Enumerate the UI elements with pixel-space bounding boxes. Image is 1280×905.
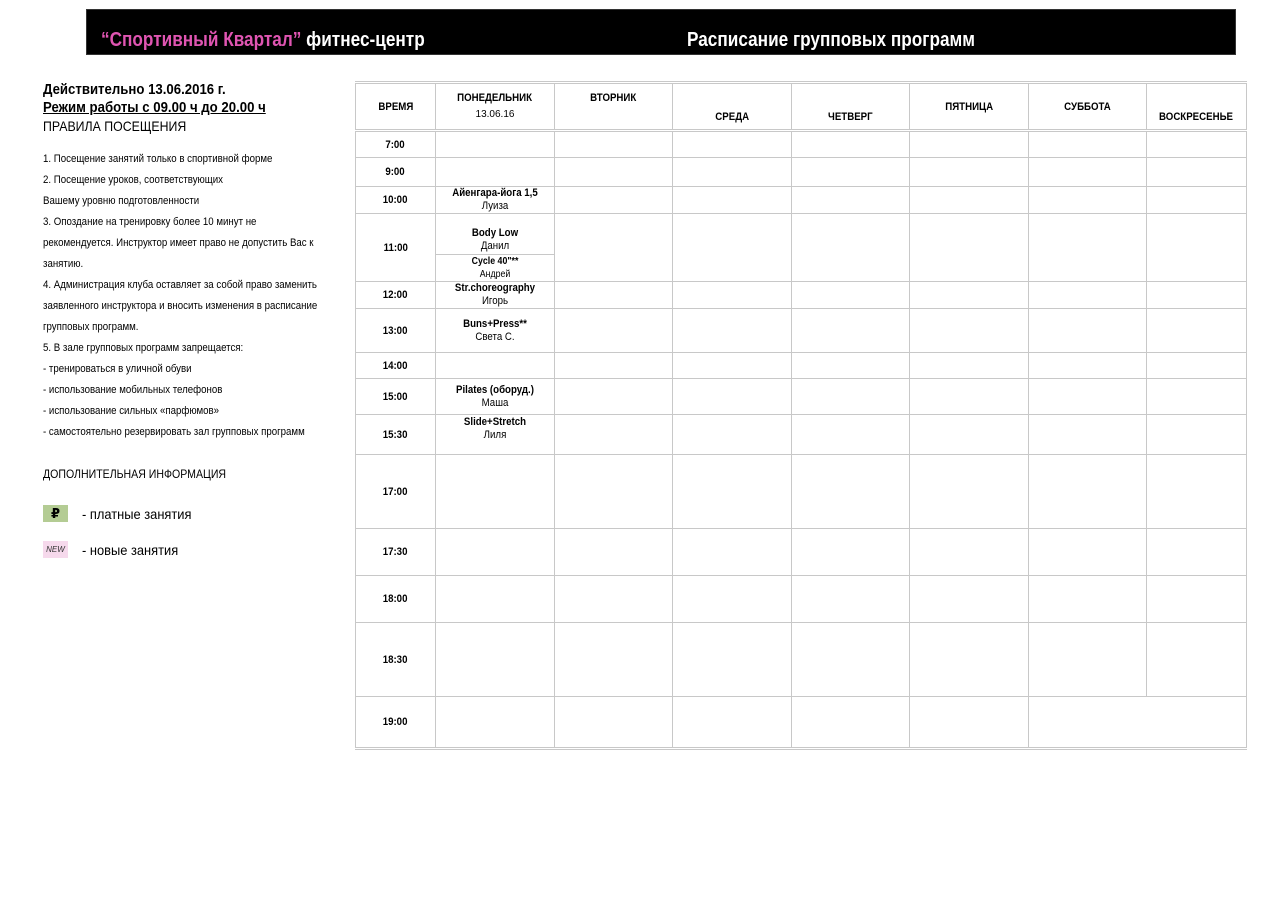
schedule-cell bbox=[1029, 576, 1147, 623]
schedule-cell bbox=[555, 379, 673, 415]
col-friday: ПЯТНИЦА bbox=[910, 83, 1029, 131]
working-hours: Режим работы с 09.00 ч до 20.00 ч bbox=[43, 99, 266, 116]
class-instructor: Андрей bbox=[479, 269, 511, 280]
time-cell: 11:00 bbox=[356, 214, 436, 282]
schedule-cell bbox=[792, 455, 910, 529]
schedule-cell bbox=[792, 131, 910, 158]
time-cell: 15:30 bbox=[356, 415, 436, 455]
table-row bbox=[356, 131, 1247, 158]
schedule-cell bbox=[555, 214, 673, 282]
schedule-cell bbox=[673, 697, 792, 749]
class-instructor: Луиза bbox=[481, 200, 509, 212]
table-row bbox=[356, 697, 1247, 749]
class-cell bbox=[436, 187, 555, 214]
class-instructor: Данил bbox=[480, 240, 510, 252]
valid-from: Действительно 13.06.2016 г. bbox=[43, 81, 226, 98]
time-cell: 17:00 bbox=[356, 455, 436, 529]
schedule-cell bbox=[1029, 697, 1247, 749]
table-row bbox=[356, 187, 1247, 214]
time-cell: 18:30 bbox=[356, 623, 436, 697]
schedule-cell bbox=[555, 353, 673, 379]
table-row bbox=[356, 379, 1247, 415]
schedule-cell bbox=[673, 576, 792, 623]
class-cell bbox=[436, 309, 555, 353]
rule-line: 3. Опоздание на тренировку более 10 минут не bbox=[43, 216, 257, 228]
schedule-cell bbox=[792, 214, 910, 282]
schedule-cell bbox=[673, 131, 792, 158]
schedule-cell bbox=[910, 415, 1029, 455]
schedule-cell bbox=[910, 309, 1029, 353]
new-badge-icon: NEW bbox=[43, 541, 68, 558]
schedule-cell bbox=[792, 309, 910, 353]
rule-line: 1. Посещение занятий только в спортивной форме bbox=[43, 153, 273, 165]
monday-date: 13.06.16 bbox=[475, 109, 515, 120]
schedule-cell bbox=[1029, 353, 1147, 379]
schedule-cell bbox=[910, 353, 1029, 379]
schedule-cell bbox=[1147, 353, 1247, 379]
legend-new-text: - новые занятия bbox=[82, 541, 179, 558]
schedule-cell bbox=[1029, 309, 1147, 353]
schedule-cell bbox=[1147, 623, 1247, 697]
schedule-cell bbox=[436, 131, 555, 158]
class-cell bbox=[436, 379, 555, 415]
time-cell: 15:00 bbox=[356, 379, 436, 415]
rule-line: 4. Администрация клуба оставляет за собой право заменить bbox=[43, 279, 317, 291]
schedule-cell bbox=[910, 379, 1029, 415]
legend-paid bbox=[43, 505, 201, 522]
rule-line: Вашему уровню подготовленности bbox=[43, 195, 200, 207]
rule-line: - самостоятельно резервировать зал групповых программ bbox=[43, 426, 305, 438]
table-row bbox=[356, 455, 1247, 529]
schedule-cell bbox=[673, 415, 792, 455]
schedule-cell bbox=[555, 623, 673, 697]
schedule-cell bbox=[910, 697, 1029, 749]
rule-line: - тренироваться в уличной обуви bbox=[43, 363, 192, 375]
schedule-cell bbox=[1147, 214, 1247, 282]
brand-quoted: “Спортивный Квартал” bbox=[101, 29, 302, 51]
time-cell: 13:00 bbox=[356, 309, 436, 353]
schedule-cell bbox=[436, 623, 555, 697]
schedule-cell bbox=[792, 623, 910, 697]
brand-suffix: фитнес-центр bbox=[301, 29, 425, 51]
time-cell: 10:00 bbox=[356, 187, 436, 214]
schedule-cell bbox=[1029, 282, 1147, 309]
rule-line: групповых программ. bbox=[43, 321, 139, 333]
schedule-cell bbox=[1147, 529, 1247, 576]
col-monday: ПОНЕДЕЛЬНИК 13.06.16 bbox=[436, 83, 555, 131]
schedule-cell bbox=[436, 697, 555, 749]
rule-line: 5. В зале групповых программ запрещается: bbox=[43, 342, 244, 354]
schedule-cell bbox=[1147, 379, 1247, 415]
legend-paid-text: - платные занятия bbox=[82, 505, 192, 522]
table-row bbox=[356, 353, 1247, 379]
schedule-cell bbox=[910, 282, 1029, 309]
schedule-cell bbox=[436, 529, 555, 576]
schedule-cell bbox=[673, 529, 792, 576]
class-name: Buns+Press** bbox=[463, 318, 527, 330]
table-row bbox=[356, 529, 1247, 576]
time-cell: 17:30 bbox=[356, 529, 436, 576]
schedule-cell bbox=[555, 158, 673, 187]
class-instructor: Света С. bbox=[475, 331, 515, 343]
ruble-icon: ₽ bbox=[43, 505, 68, 522]
schedule-cell bbox=[792, 187, 910, 214]
rule-line: - использование сильных «парфюмов» bbox=[43, 405, 220, 417]
class-cell bbox=[436, 214, 555, 282]
schedule-cell bbox=[910, 214, 1029, 282]
schedule-cell bbox=[1029, 158, 1147, 187]
schedule-title: Расписание групповых программ bbox=[687, 29, 975, 51]
rule-line: занятию. bbox=[43, 258, 84, 270]
class-name: Айенгара-йога 1,5 bbox=[452, 187, 538, 199]
rules-list bbox=[43, 149, 343, 443]
schedule-cell bbox=[673, 309, 792, 353]
schedule-cell bbox=[555, 282, 673, 309]
schedule-cell bbox=[792, 282, 910, 309]
col-saturday: СУББОТА bbox=[1029, 83, 1147, 131]
table-row bbox=[356, 309, 1247, 353]
schedule-cell bbox=[1147, 455, 1247, 529]
schedule-cell bbox=[1147, 187, 1247, 214]
schedule-cell bbox=[910, 455, 1029, 529]
class-instructor: Игорь bbox=[481, 295, 509, 307]
brand-name bbox=[101, 29, 425, 52]
schedule-cell bbox=[673, 187, 792, 214]
schedule-cell bbox=[792, 415, 910, 455]
schedule-cell bbox=[555, 455, 673, 529]
schedule-cell bbox=[555, 187, 673, 214]
schedule-cell bbox=[673, 623, 792, 697]
class-name: Slide+Stretch bbox=[463, 416, 527, 428]
schedule-table bbox=[355, 81, 1247, 750]
schedule-cell bbox=[673, 455, 792, 529]
info-panel bbox=[43, 81, 343, 443]
class-name: Pilates (оборуд.) bbox=[456, 383, 534, 396]
schedule-cell bbox=[792, 353, 910, 379]
schedule-cell bbox=[1029, 131, 1147, 158]
schedule-cell bbox=[555, 309, 673, 353]
schedule-cell bbox=[792, 158, 910, 187]
table-row bbox=[356, 282, 1247, 309]
time-cell: 19:00 bbox=[356, 697, 436, 749]
time-cell: 9:00 bbox=[356, 158, 436, 187]
schedule-cell bbox=[436, 455, 555, 529]
schedule-cell bbox=[792, 379, 910, 415]
schedule-cell bbox=[555, 697, 673, 749]
class-cell bbox=[436, 415, 555, 455]
schedule-cell bbox=[792, 697, 910, 749]
schedule-cell bbox=[910, 158, 1029, 187]
schedule-cell bbox=[555, 131, 673, 158]
class-cell bbox=[436, 282, 555, 309]
rules-title: ПРАВИЛА ПОСЕЩЕНИЯ bbox=[43, 118, 187, 134]
schedule-cell bbox=[910, 576, 1029, 623]
header-bar bbox=[86, 9, 1236, 55]
schedule-cell bbox=[673, 353, 792, 379]
class-instructor: Маша bbox=[481, 396, 509, 409]
schedule-cell bbox=[1147, 415, 1247, 455]
schedule-cell bbox=[1147, 131, 1247, 158]
legend-new bbox=[43, 541, 187, 558]
table-row bbox=[356, 214, 1247, 282]
schedule-cell bbox=[792, 576, 910, 623]
col-tuesday: ВТОРНИК bbox=[555, 83, 673, 131]
col-wednesday: СРЕДА bbox=[673, 83, 792, 131]
rule-line: - использование мобильных телефонов bbox=[43, 384, 223, 396]
table-row bbox=[356, 623, 1247, 697]
schedule-cell bbox=[673, 214, 792, 282]
schedule-cell bbox=[673, 379, 792, 415]
schedule-cell bbox=[910, 187, 1029, 214]
class-name: Str.choreography bbox=[454, 282, 536, 294]
schedule-cell bbox=[555, 415, 673, 455]
schedule-cell bbox=[1147, 576, 1247, 623]
schedule-cell bbox=[436, 158, 555, 187]
rule-line: рекомендуется. Инструктор имеет право не допустить Вас к bbox=[43, 237, 314, 249]
additional-info-title: ДОПОЛНИТЕЛЬНАЯ ИНФОРМАЦИЯ bbox=[43, 467, 227, 481]
table-row bbox=[356, 415, 1247, 455]
schedule-table-wrap bbox=[355, 81, 1246, 750]
schedule-cell bbox=[1147, 309, 1247, 353]
rule-line: заявленного инструктора и вносить изменения в расписание bbox=[43, 300, 318, 312]
class-instructor: Лиля bbox=[483, 429, 507, 441]
col-sunday: ВОСКРЕСЕНЬЕ bbox=[1147, 83, 1247, 131]
schedule-cell bbox=[1029, 214, 1147, 282]
rule-line: 2. Посещение уроков, соответствующих bbox=[43, 174, 224, 186]
schedule-cell bbox=[1029, 455, 1147, 529]
time-cell: 12:00 bbox=[356, 282, 436, 309]
time-cell: 18:00 bbox=[356, 576, 436, 623]
schedule-cell bbox=[436, 353, 555, 379]
time-cell: 14:00 bbox=[356, 353, 436, 379]
schedule-cell bbox=[673, 282, 792, 309]
col-thursday: ЧЕТВЕРГ bbox=[792, 83, 910, 131]
schedule-cell bbox=[555, 576, 673, 623]
class-name: Body Low bbox=[471, 227, 519, 239]
class-name: Cycle 40"** bbox=[471, 256, 519, 267]
col-time: ВРЕМЯ bbox=[356, 83, 436, 131]
schedule-cell bbox=[1147, 158, 1247, 187]
schedule-cell bbox=[910, 529, 1029, 576]
schedule-cell bbox=[1147, 282, 1247, 309]
schedule-cell bbox=[555, 529, 673, 576]
schedule-cell bbox=[792, 529, 910, 576]
schedule-cell bbox=[1029, 187, 1147, 214]
schedule-cell bbox=[910, 131, 1029, 158]
schedule-cell bbox=[1029, 379, 1147, 415]
schedule-cell bbox=[1029, 623, 1147, 697]
schedule-cell bbox=[436, 576, 555, 623]
schedule-cell bbox=[1029, 529, 1147, 576]
table-row bbox=[356, 576, 1247, 623]
time-cell: 7:00 bbox=[356, 131, 436, 158]
schedule-cell bbox=[910, 623, 1029, 697]
schedule-cell bbox=[673, 158, 792, 187]
schedule-cell bbox=[1029, 415, 1147, 455]
table-row bbox=[356, 158, 1247, 187]
